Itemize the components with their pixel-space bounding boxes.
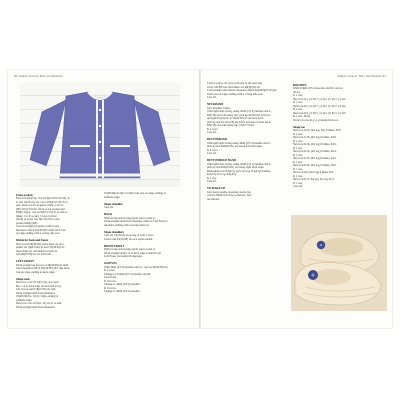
pattern-line: foll alt row until 18(22:26) sts rem. xyxy=(16,288,57,292)
pattern-line: K 1 row. 48 sts. xyxy=(293,115,311,119)
pattern-line: K 16 rows. xyxy=(104,279,117,283)
pattern-line: every foll 8th row until there are 48(50:54) sts. xyxy=(207,85,261,89)
pattern-line: K 5 rows. xyxy=(104,269,116,273)
pattern-line: Cont straight until sleeve measures 20(22:24)cm/8(8½:9½)in xyxy=(207,89,277,92)
pattern-line: K 1 row. xyxy=(293,160,303,164)
section-heading: Shape shoulders xyxy=(104,230,124,234)
pattern-line: Work straight until back measures same as Left Front to xyxy=(104,220,168,224)
pattern-line: shoulder, ending with a wrong side row. xyxy=(104,223,150,227)
pattern-line: Change to 4mm (US 6) needles. xyxy=(104,290,141,294)
paragraph-gap xyxy=(104,210,194,212)
paragraph-gap xyxy=(104,227,194,229)
pattern-line: armhole edge. xyxy=(16,298,33,302)
pattern-line: Cast off. xyxy=(207,96,217,99)
paragraph-gap xyxy=(207,156,287,158)
pattern-line: Leave rem 25(26:28) sts on a spare needle. xyxy=(104,237,153,241)
pattern-line: Cont in M. xyxy=(104,276,117,280)
section-heading: BACK xyxy=(104,213,113,217)
pattern-line: stitch) of every row 8(9:10) Sts to end. xyxy=(16,218,61,222)
pattern-line: Cast off. xyxy=(104,206,114,210)
pattern-line: Next row cast off 9(11:13) sts, K to end. xyxy=(16,302,62,306)
pattern-line: K 1 row. xyxy=(293,132,303,136)
pattern-line: pick up and K49(55:61) sts along left front edge. xyxy=(207,145,263,149)
pattern-line: Dec 1 st at neck edge on next and every xyxy=(16,284,62,288)
pattern-line: K 1 row. xyxy=(293,139,303,143)
pattern-line: K 16 rows. xyxy=(104,286,117,290)
pattern-line: rem 28(33:38) sts for left front. xyxy=(16,253,52,257)
pattern-line: cast on edge, ending at neck edge. xyxy=(16,270,55,274)
pattern-line: pick up and K12(14:16) sts down left side of front neck, xyxy=(207,120,271,124)
pattern-line: Cast off. xyxy=(207,180,217,184)
pattern-line: Next row K6(7:8), cast off 8(9:10:10:10:10), K xyxy=(16,197,70,201)
pattern-line: Cast off 14(16:18) sts at beg of next 2 rows. xyxy=(104,234,155,238)
pattern-line: Next row K18, (K2 tog) 6 times, K18. xyxy=(293,136,337,140)
pattern-line: (8(9:10:10:10) Sts. Work as for pocket and xyxy=(16,207,65,211)
pattern-line: to last 14(15:16), etc cast off 8(9:10:10), K to xyxy=(16,200,68,204)
pattern-line: With 4mm (US 6) needles and CC cast on 32(34:38) sts. xyxy=(104,265,169,269)
pattern-line: Work 12 rows in g st, working first row. xyxy=(293,118,339,122)
left-page-column-1 xyxy=(16,192,102,309)
pattern-line: K 1 row. xyxy=(293,101,303,105)
paragraph-gap xyxy=(104,199,194,201)
pattern-line: K6(7:8) sts from safety pin, pick up and K12(14:16) sts xyxy=(207,113,271,117)
pattern-line: K 1 row. xyxy=(293,174,303,178)
bootees-photo xyxy=(291,215,387,311)
pattern-line: Change to 4mm (US 6) needles. xyxy=(104,283,141,287)
paragraph-gap xyxy=(16,257,102,259)
cardigan-illustration xyxy=(20,82,180,187)
pattern-line: Cast off. xyxy=(207,152,217,156)
section-heading: NECKBAND xyxy=(207,103,224,107)
section-heading: Shape shoulder xyxy=(104,202,123,206)
section-heading: LEFT FRONT xyxy=(16,260,35,264)
pattern-line: Cast off. xyxy=(293,185,303,189)
pattern-line: K 1 row. xyxy=(293,146,303,150)
pattern-line: K 2 rows. xyxy=(207,127,219,131)
pattern-line: from cast on edge, ending with a wrong side row. xyxy=(207,92,264,96)
pattern-line: K2(2:3), K2 tog, K3(4:5). xyxy=(207,173,237,177)
pattern-line: Change to 3.5mm (US 5) needles and M. xyxy=(104,272,151,276)
pattern-line: Join shoulder seams. xyxy=(207,106,231,110)
pattern-line: Next row K12, (K2 tog) 6 times, K12. xyxy=(293,157,337,161)
pattern-line: on buttons. xyxy=(207,197,220,201)
right-page-column-2 xyxy=(293,82,387,189)
book-spread xyxy=(8,70,392,328)
pattern-line: With wrong side facing rejoin yarn to next st. xyxy=(104,216,156,220)
paragraph-gap xyxy=(207,184,287,186)
pattern-line: K 1 row. xyxy=(293,108,303,112)
pattern-line: With right side facing, using 3mm (US 3) needles and C, xyxy=(207,110,272,114)
left-running-head: 86 Simple Jackets, Hats and Beanies xyxy=(14,74,63,78)
pattern-line: pick up and K49(55:61) sts along right front edge. xyxy=(207,166,265,170)
pattern-line: Next row cast off 5(6:7) sts, K to end. xyxy=(16,281,60,285)
pattern-line: end. Work 2 rows in garter stitch. Cast on xyxy=(16,204,64,208)
section-heading: TO MAKE UP xyxy=(207,187,226,191)
pattern-line: Cont to patt to 25 sts in each end of the next and xyxy=(207,82,262,85)
left-page xyxy=(8,70,199,328)
right-running-head: Simple Jackets, Hats and Beanies 87 xyxy=(337,74,386,78)
pattern-line: With right side facing using 3mm (US 3) needles and C, xyxy=(207,141,271,145)
pattern-line: Next row K3, yf, K17, yf, K3, yf, K17, yf, K3. xyxy=(293,111,347,115)
section-heading: RIGHT FRONT xyxy=(104,244,125,248)
pattern-line: up right front neck, K 25(26:28) sts on back neck, xyxy=(207,117,264,121)
pattern-line: Next row K16, (K2 tog) 6 times, K16. xyxy=(293,143,337,147)
section-heading: BUTTONHOLE BAND xyxy=(207,159,236,163)
pattern-line: 25(28:30)cm / 10(11:12)in, ending at xyxy=(16,295,59,299)
left-page-column-2 xyxy=(104,192,194,294)
pattern-line: Next row K28(33:38), leave these sts on a xyxy=(16,242,64,246)
pattern-line: lining 1 st, K to end, 3 rows in (first xyxy=(16,214,57,218)
pattern-line: holder for right front, K next 53(58:63) sts xyxy=(16,246,65,250)
pattern-line: With wrong side facing rejoin yarn to next st. xyxy=(104,248,156,252)
section-heading: Shape neck xyxy=(16,277,30,281)
pattern-line: Next row K8, (K2 tog) 6 times, K8. xyxy=(293,171,334,175)
pattern-line: Work straight until 1 st at neck edge to match Left xyxy=(104,251,162,255)
paragraph-gap xyxy=(16,236,102,238)
section-heading: SLEEVES xyxy=(104,262,117,266)
pattern-line: Work straight until front measures xyxy=(16,291,55,295)
pattern-line: Next row K14, (K2 tog) 6 times, K14. xyxy=(293,150,337,154)
pattern-line: measures 13(14:15)cm/5(5½:6)in from cast xyxy=(16,228,66,232)
bootees-illustration xyxy=(291,215,387,311)
pattern-line: 36 sts. xyxy=(293,90,301,94)
pattern-line: K6(7:8) sts from safety pin. 61(67:73) sts. xyxy=(207,124,255,128)
section-heading: Shape toe xyxy=(293,125,305,129)
pattern-line: K 1 row. xyxy=(293,167,303,171)
cardigan-photo xyxy=(20,82,180,187)
pattern-line: K 1 row. xyxy=(293,181,303,185)
pattern-line: on edge ending with a wrong side row. xyxy=(16,232,61,236)
pattern-line: K 1 row. xyxy=(293,94,303,98)
section-heading: Front pockets xyxy=(16,193,33,197)
pattern-line: With right side facing, using 3mm (US 3) needles and C, xyxy=(207,162,272,166)
pattern-line: K 1 row. xyxy=(207,176,217,180)
pattern-line: Cont in straight in garter st until work xyxy=(16,225,60,229)
pattern-line: 25(28:30)cm/10(11:12)in from cast on edge, ending at xyxy=(104,192,166,195)
pattern-line: K 2 rows. xyxy=(207,148,219,152)
paragraph-gap xyxy=(293,122,387,124)
pattern-line: Buttonhole row K3(4:5), [yrn, K2 tog, K4(4:5)] 6 times, xyxy=(207,169,271,173)
pattern-line: front measures 22(25:28)cm/8½(10:11)in from xyxy=(16,267,70,271)
pattern-line: With 3.5mm (US 4) needles and M, cast on xyxy=(293,87,343,91)
pattern-line: Work straight on last set of 28(33:38) sts until xyxy=(16,263,69,267)
pattern-line: pocket lining (K8). xyxy=(16,221,38,225)
paragraph-gap xyxy=(207,135,287,137)
pattern-line: Next row K17, K2 tog, K2 tog, K17. xyxy=(293,178,335,182)
pattern-line: Next row K10, (K2 tog) 6 times, K10. xyxy=(293,164,337,168)
paragraph-gap xyxy=(104,259,194,261)
pattern-line: Cast off. xyxy=(207,131,217,135)
pattern-line: Next row K1, yf, K17, yf, K1, yf, K17, yf, K1. xyxy=(293,97,347,101)
pattern-line: cuff for 8mm/⅓in. Sew to sleeves. Sew xyxy=(207,194,252,198)
section-heading: Divide for back and fronts xyxy=(16,239,48,243)
pattern-line: K 1 row. xyxy=(293,153,303,157)
paragraph-gap xyxy=(104,241,194,243)
pattern-line: Next row K20, (K2 tog, K2) 3 times, K16. xyxy=(293,129,342,133)
pattern-line: K(8(9:10)) x, cast on 8(9:10:10), K to end of xyxy=(16,211,67,215)
right-page-column-1 xyxy=(207,82,287,201)
right-page xyxy=(201,70,392,328)
section-heading: BOOTEES xyxy=(293,83,307,87)
section-heading: BUTTONBAND xyxy=(207,138,228,142)
paragraph-gap xyxy=(207,100,287,102)
pattern-line: Work straight until front measures xyxy=(16,305,55,309)
paragraph-gap xyxy=(16,274,102,276)
pattern-line: Left Front, reversing all shapings. xyxy=(104,255,143,259)
pattern-line: Join sleeve seams, inserting sleeve top xyxy=(207,190,251,194)
pattern-line: leave these sts on holder for back, K xyxy=(16,249,58,253)
pattern-line: armhole edge. xyxy=(104,195,121,199)
pattern-line: Next row K2, yf, K17, yf, K2, yf, K17, yf, K2. xyxy=(293,104,347,108)
